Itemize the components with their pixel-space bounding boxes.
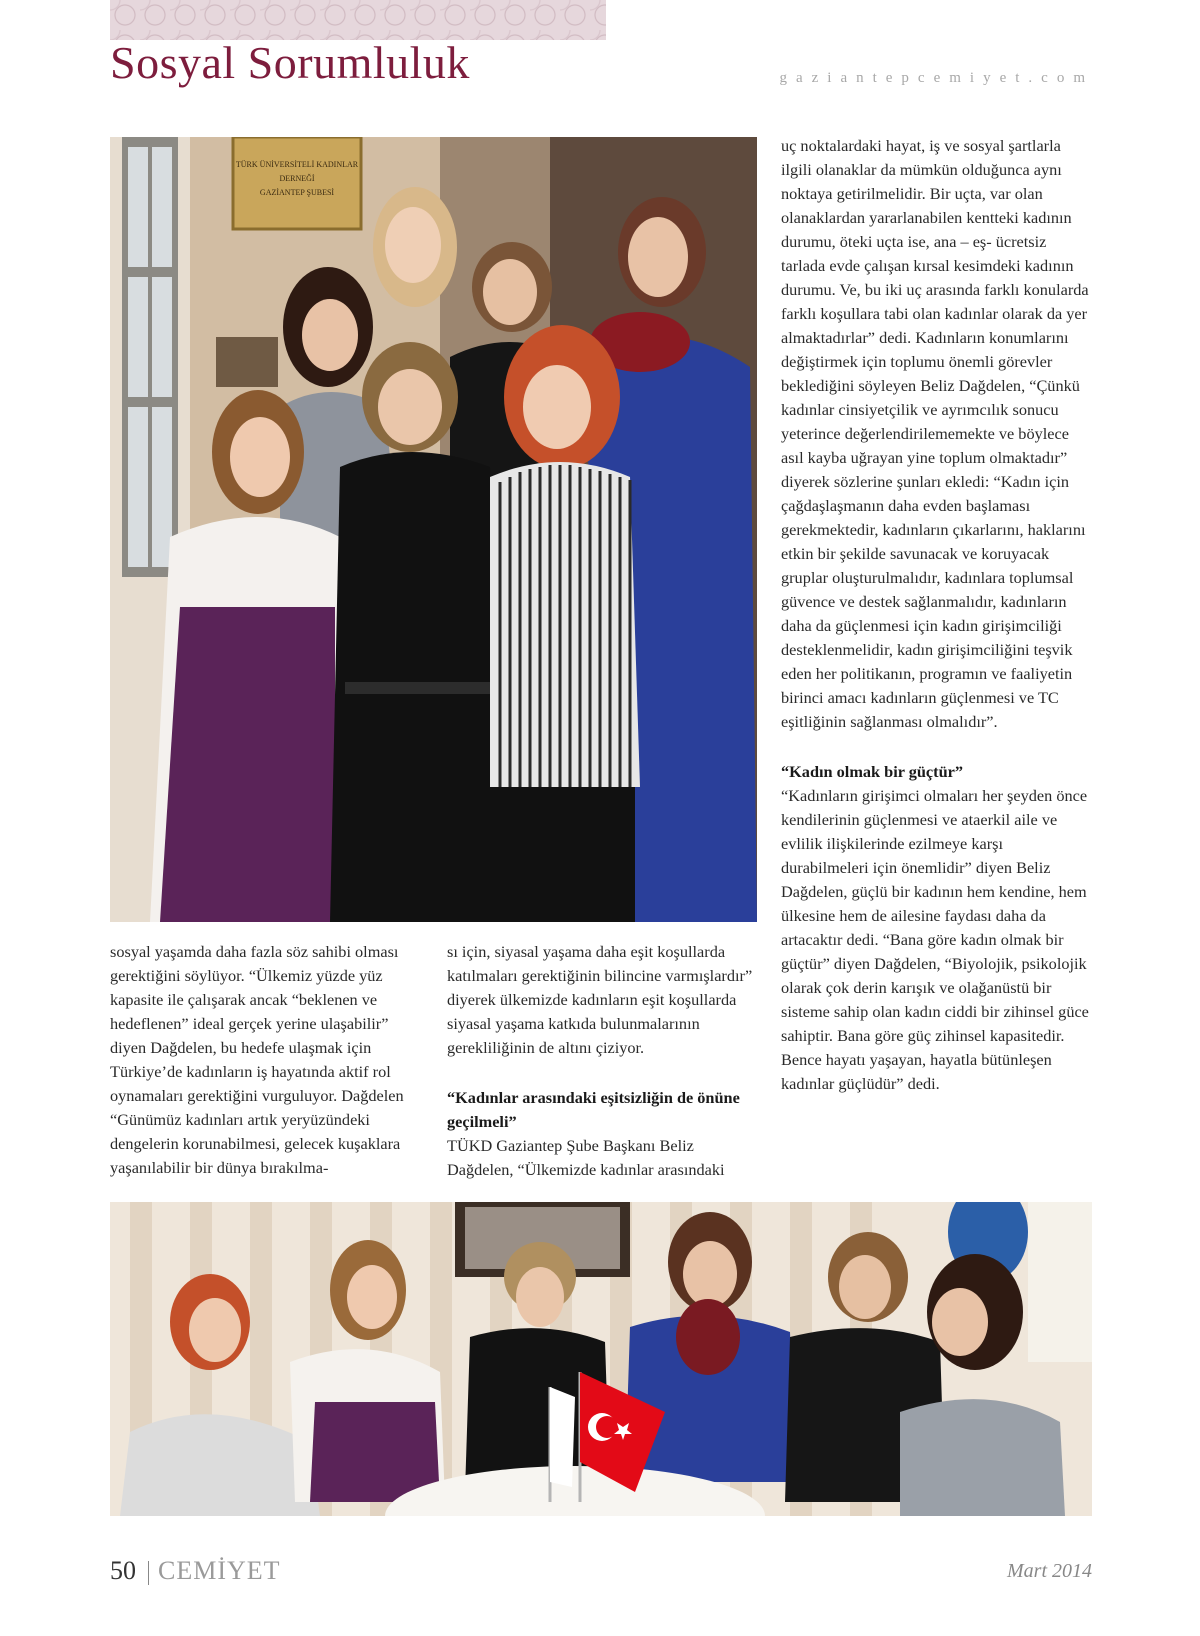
article-column-a: [110, 940, 420, 1180]
page-number: 50: [110, 1556, 136, 1585]
article-paragraph: sı için, siyasal yaşama daha eşit koşullarda katılmaları gerektiğinin bilincine varmışlardır” diyerek ülkemizde kadınların eşit koşullarda siyasal yaşama katkıda bulunmalarının gerekliliğinin de altını çiziyor.: [447, 942, 753, 1057]
section-title: Sosyal Sorumluluk: [110, 37, 470, 88]
article-paragraph: TÜKD Gaziantep Şube Başkanı Beliz Dağdelen, “Ülkemizde kadınlar arasındaki: [447, 1136, 725, 1179]
svg-text:GAZİANTEP ŞUBESİ: GAZİANTEP ŞUBESİ: [259, 188, 335, 197]
article-column-right: [781, 134, 1093, 1096]
decorative-pattern-band: [110, 0, 606, 40]
site-url: gaziantepcemiyet.com: [779, 70, 1094, 86]
issue-date: Mart 2014: [1007, 1560, 1092, 1582]
association-sign: [233, 137, 361, 229]
footer-divider: [148, 1561, 149, 1585]
subheading-power: “Kadın olmak bir güçtür”: [781, 762, 963, 781]
article-paragraph: uç noktalardaki hayat, iş ve sosyal şartlarla ilgili olanaklar da mümkün olduğunca aynı noktaya getirilmelidir. Bir uçta, var olan olanaklardan yararlanabilen kentteki kadının durumu, öteki uçta ise, ana – eş- ücretsiz tarlada evde çalışan kırsal kesimdeki kadının durumu. Ve, bu iki uç arasında farklı konularda farklı koşullara tabi olan kadınlar olarak da yer almaktadırlar” dedi. Kadınların konumlarını değiştirmek için toplumu önemli görevler beklediğini söyleyen Beliz Dağdelen, “Çünkü kadınlar cinsiyetçilik ve ayrımcılık sonucu yeterince değerlendirilememekte ve böylece asıl kayba uğrayan yine toplum olmaktadır” diyerek sözlerine şunları ekledi: “Kadın için çağdaşlaşmanın daha evden başlaması gerekmektedir, kadınların çıkarlarını, haklarını etkin bir şekilde savunacak ve koruyacak gruplar oluşturulmalıdır, kadınlara toplumsal güvence ve destek sağlanmalıdır, kadınların daha da güçlenmesi için kadın girişimciliği desteklenmelidir, kadın girişimciliğini teşvik eden her politikanın, programın ve faaliyetin birinci amacı kadınların güçlenmesi ve TC eşitliğinin sağlanması olmalıdır”.: [781, 136, 1089, 731]
subheading-inequality: “Kadınlar arasındaki eşitsizliğin de önüne geçilmeli”: [447, 1088, 740, 1131]
svg-text:DERNEĞİ: DERNEĞİ: [279, 174, 315, 183]
article-paragraph: “Kadınların girişimci olmaları her şeyden önce kendilerinin güçlenmesi ve ataerkil aile ve evlilik ilişkilerinde ezilmeye karşı durabilmeleri için önemlidir” diyen Beliz Dağdelen, güçlü bir kadının hem kendine, hem ülkesine hem de ailesine faydası daha da artacaktır dedi. “Bana göre kadın olmak bir güçtür” diyen Dağdelen, “Biyolojik, psikolojik olarak çok derin karışık ve olağanüstü bir sisteme sahip olan kadın ciddi bir zihinsel güce sahiptir. Bana göre güç zihinsel kapasitedir. Bence hayatı yaşayan, hayatla bütünleşen kadınlar güçlüdür” dedi.: [781, 786, 1089, 1093]
svg-text:TÜRK ÜNİVERSİTELİ KADINLAR: TÜRK ÜNİVERSİTELİ KADINLAR: [235, 160, 359, 169]
article-paragraph: sosyal yaşamda daha fazla söz sahibi olması gerektiğini söylüyor. “Ülkemiz yüzde yüz kapasite ile çalışarak ancak “beklenen ve hedeflenen” ideal gerçek yerine ulaşabilir” diyen Dağdelen, bu hedefe ulaşmak için Türkiye’de kadınların iş hayatında aktif rol oynamaları gerektiğini vurguluyor. Dağdelen “Günümüz kadınları artık yeryüzündeki dengelerin korunabilmesi, gelecek kuşaklara yaşanılabilir bir dünya bırakılma-: [110, 942, 404, 1177]
group-photo-top: [110, 137, 757, 922]
meeting-photo-bottom: [110, 1202, 1092, 1516]
article-column-b: [447, 940, 757, 1182]
magazine-name: CEMİYET: [158, 1556, 281, 1585]
